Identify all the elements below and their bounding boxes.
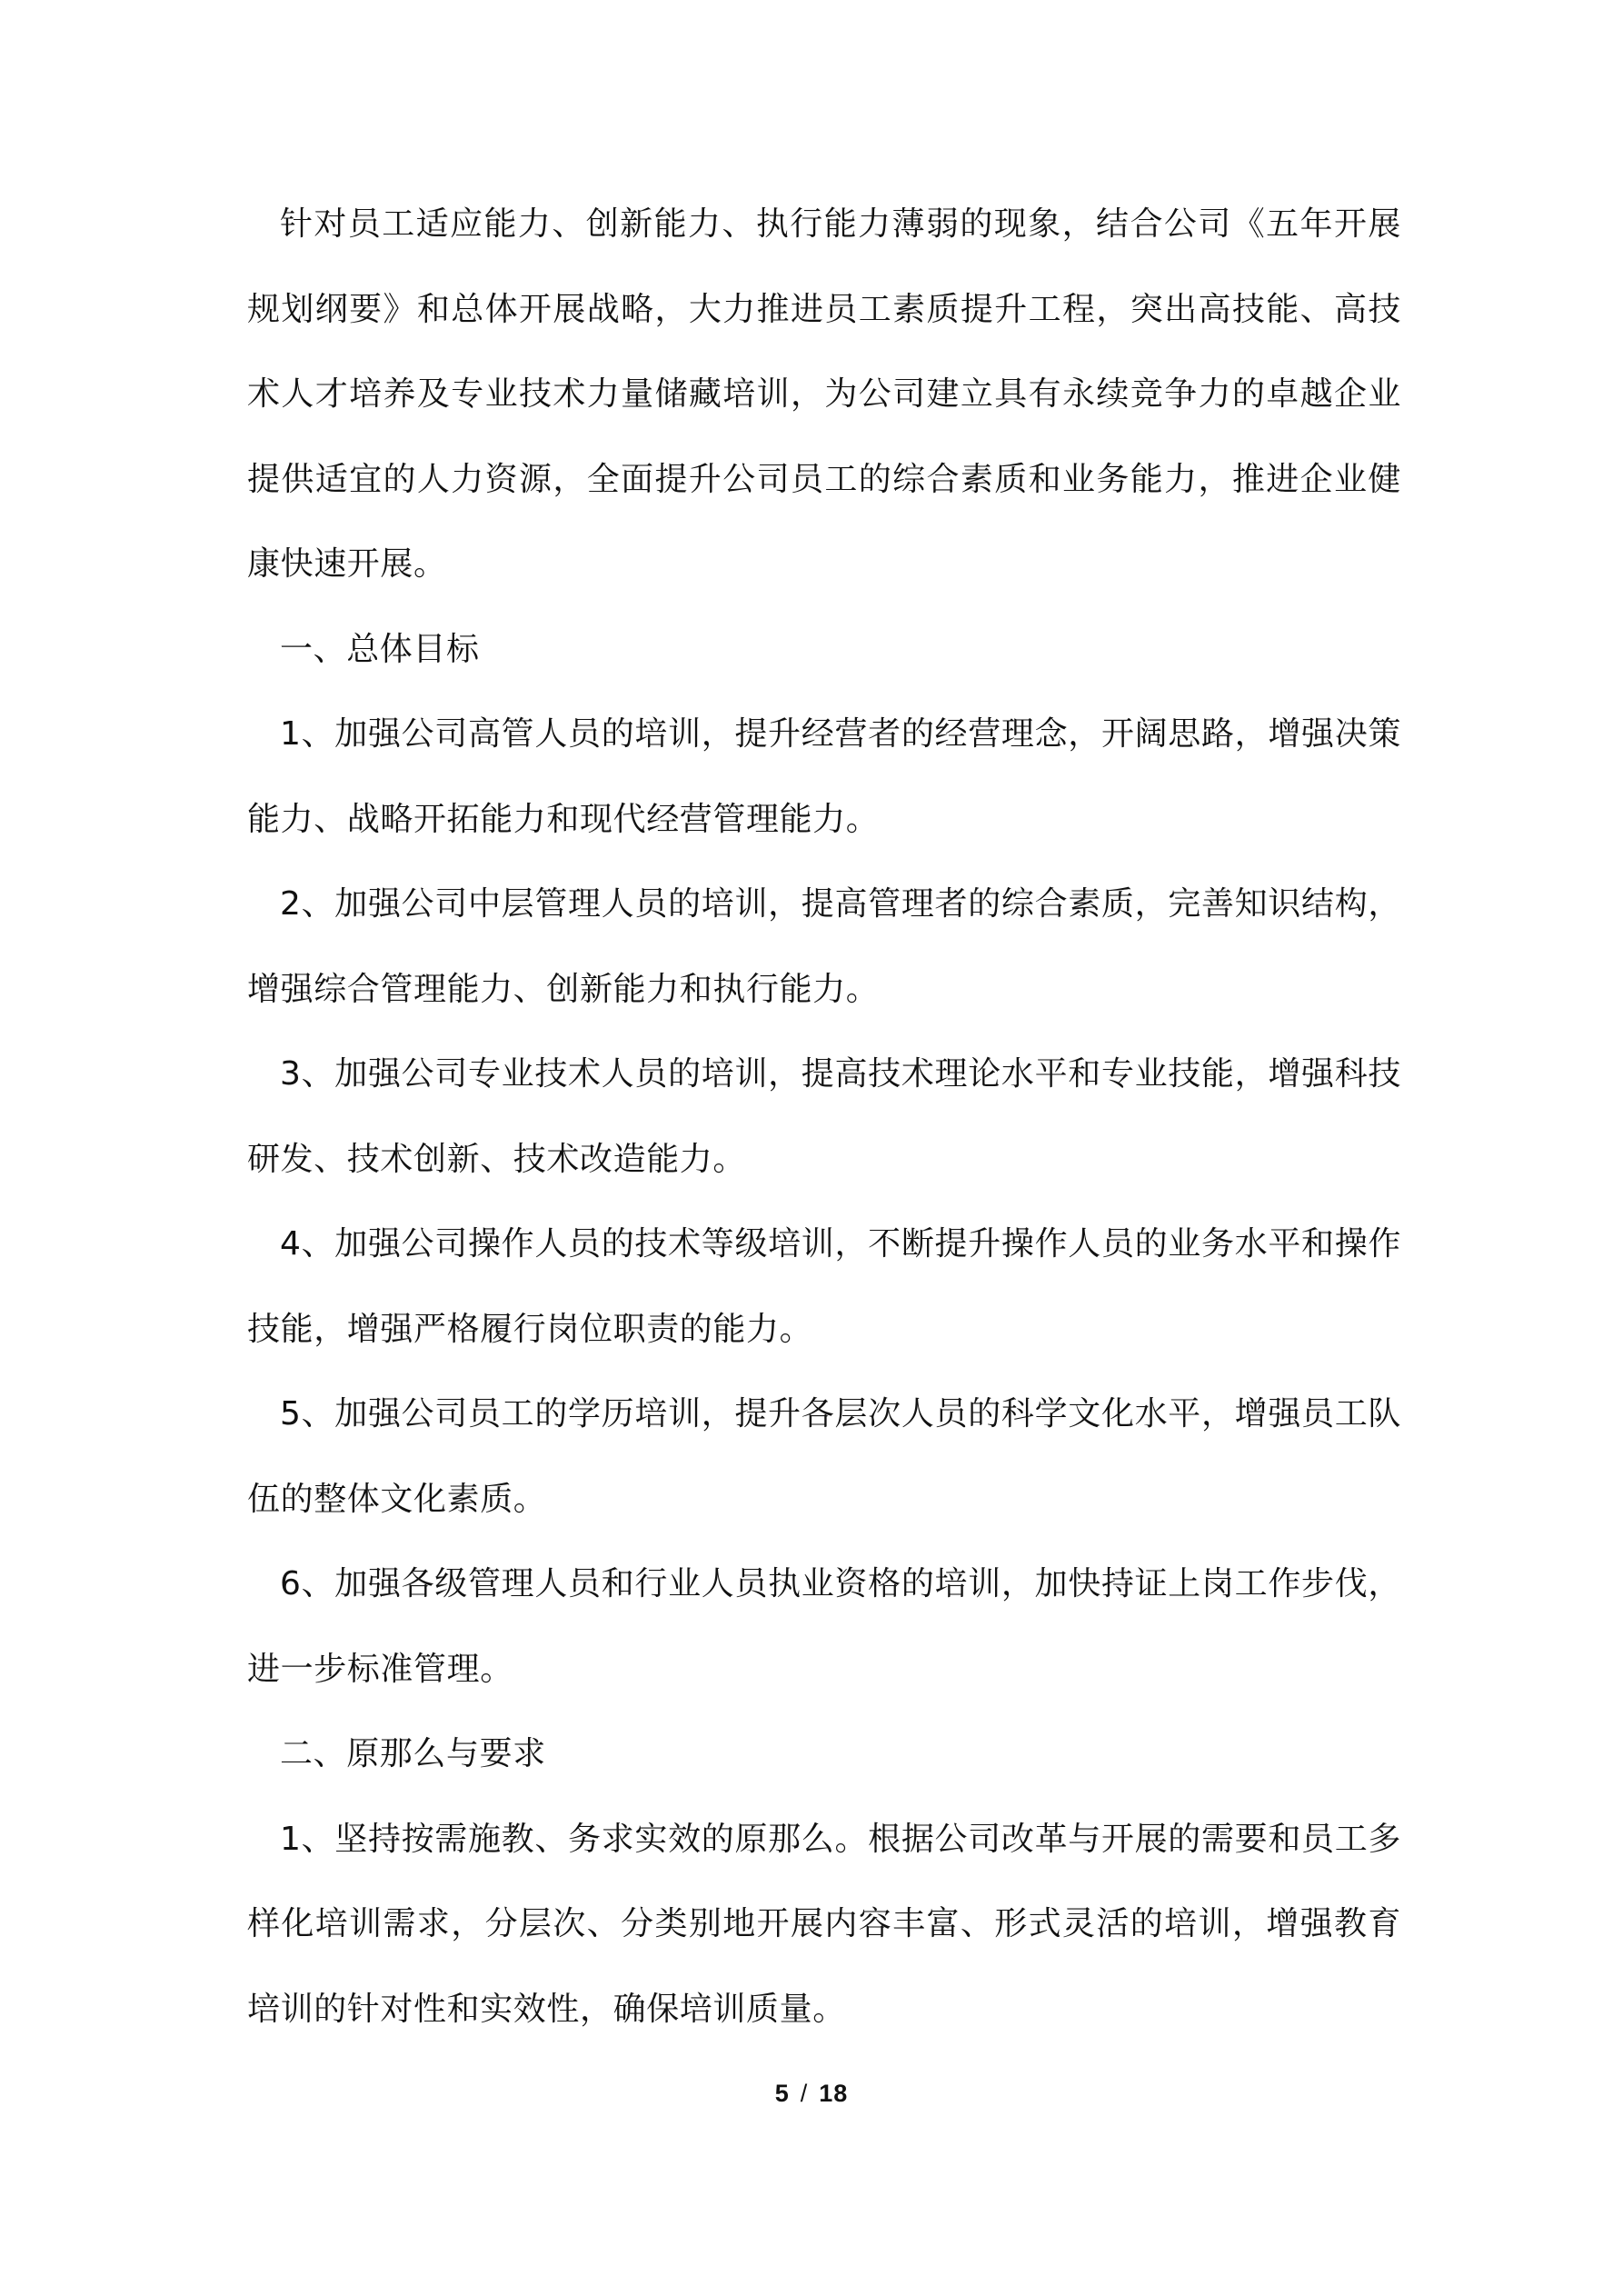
page-total: 18 [819,2080,849,2107]
page-separator: / [800,2080,809,2107]
paragraph-goal-6: 6、加强各级管理人员和行业人员执业资格的培训，加快持证上岗工作步伐，进一步标准管理。 [247,1565,1401,1688]
paragraph-goal-1: 1、加强公司高管人员的培训，提升经营者的经营理念，开阔思路，增强决策能力、战略开拓能力和现代经营管理能力。 [247,715,1401,838]
paragraph-principle-1: 1、坚持按需施教、务求实效的原那么。根据公司改革与开展的需要和员工多样化培训需求，分层次、分类别地开展内容丰富、形式灵活的培训，增强教育培训的针对性和实效性，确保培训质量。 [247,1820,1401,2028]
paragraph-goal-4: 4、加强公司操作人员的技术等级培训，不断提升操作人员的业务水平和操作技能，增强严格履行岗位职责的能力。 [247,1225,1401,1348]
heading-principles: 二、原那么与要求 [280,1735,546,1772]
page-number [0,2080,1623,2108]
paragraph-goal-2: 2、加强公司中层管理人员的培训，提高管理者的综合素质，完善知识结构，增强综合管理能力、创新能力和执行能力。 [247,885,1401,1008]
heading-overall-goals: 一、总体目标 [280,630,480,668]
paragraph-goal-5: 5、加强公司员工的学历培训，提升各层次人员的科学文化水平，增强员工队伍的整体文化素质。 [247,1395,1401,1518]
paragraph-intro: 针对员工适应能力、创新能力、执行能力薄弱的现象，结合公司《五年开展规划纲要》和总体开展战略，大力推进员工素质提升工程，突出高技能、高技术人才培养及专业技术力量储藏培训，为公司建立具有永续竞争力的卓越企业提供适宜的人力资源，全面提升公司员工的综合素质和业务能力，推进企业健康快速开展。 [247,205,1401,583]
page-current: 5 [774,2080,790,2107]
paragraph-goal-3: 3、加强公司专业技术人员的培训，提高技术理论水平和专业技能，增强科技研发、技术创新、技术改造能力。 [247,1055,1401,1178]
document-body [247,182,1401,2051]
